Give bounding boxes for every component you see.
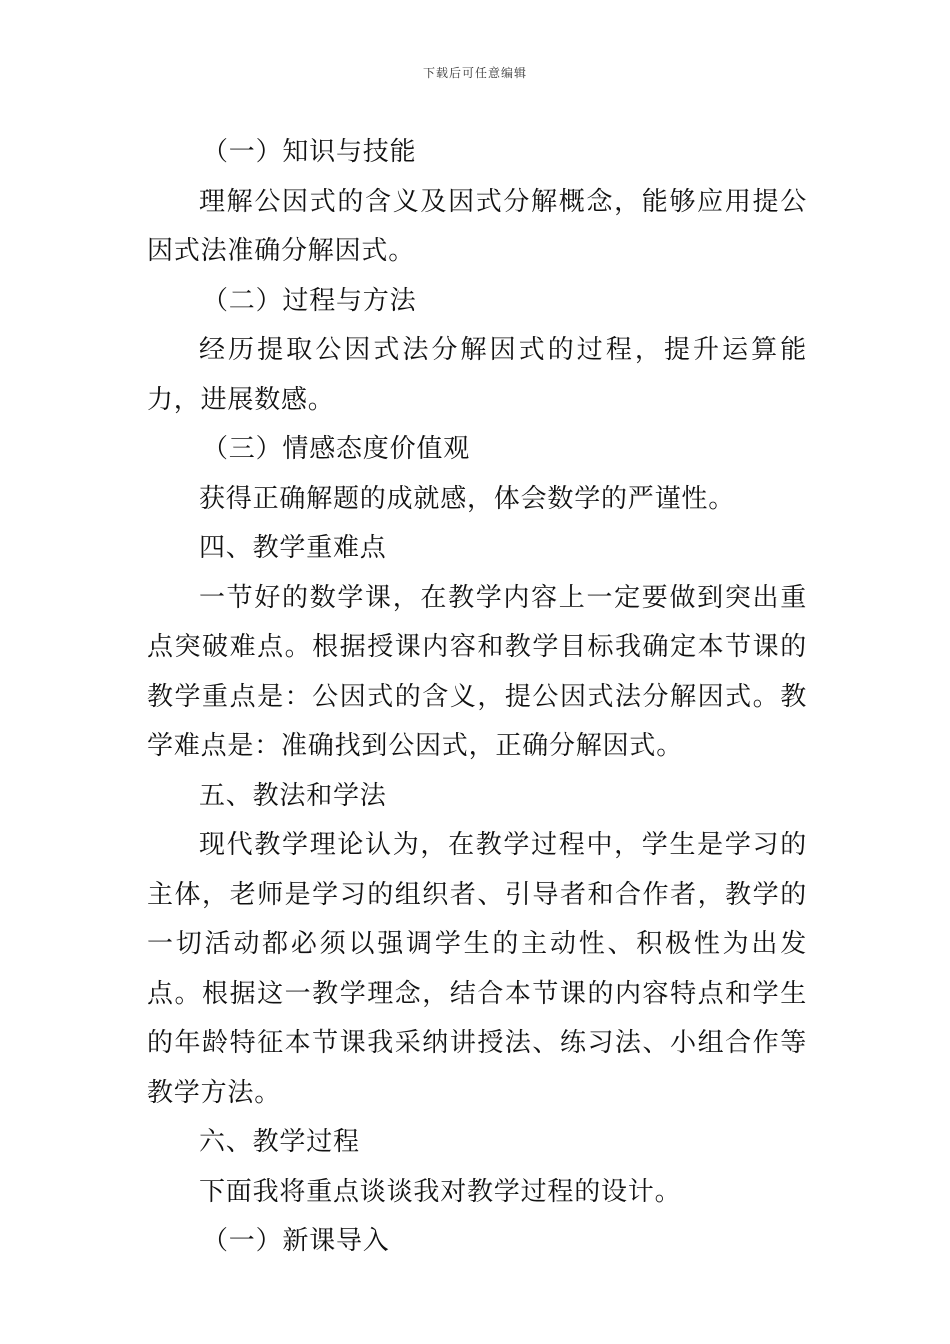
paragraph-key-difficult-points: 一节好的数学课，在教学内容上一定要做到突出重点突破难点。根据授课内容和教学目标我确定本节课的教学重点是：公因式的含义，提公因式法分解因式。教学难点是：准确找到公因式，正确分解因式。 <box>147 582 807 761</box>
page-header-note: 下载后可任意编辑 <box>422 66 527 80</box>
paragraph-emotion-values: 获得正确解题的成就感，体会数学的严谨性。 <box>199 483 736 514</box>
subheading-emotion-values: （三）情感态度价值观 <box>202 434 471 464</box>
paragraph-teaching-learning-methods: 现代教学理论认为，在教学过程中，学生是学习的主体，老师是学习的组织者、引导者和合作者，教学的一切活动都必须以强调学生的主动性、积极性为出发点。根据这一教学理念，结合本节课的内容特点和学生的年龄特征本节课我采纳讲授法、练习法、小组合作等教学方法。 <box>147 830 807 1108</box>
heading-key-difficult-points: 四、教学重难点 <box>199 533 387 563</box>
paragraph-process-methods: 经历提取公因式法分解因式的过程，提升运算能力，进展数感。 <box>147 335 807 415</box>
document-body <box>147 128 807 1267</box>
subheading-process-methods: （二）过程与方法 <box>202 285 417 316</box>
heading-teaching-process: 六、教学过程 <box>199 1127 360 1157</box>
paragraph-knowledge-skills: 理解公因式的含义及因式分解概念，能够应用提公因式法准确分解因式。 <box>147 186 807 266</box>
heading-teaching-learning-methods: 五、教法和学法 <box>199 780 387 811</box>
subheading-knowledge-skills: （一）知识与技能 <box>202 137 417 167</box>
subheading-new-lesson-intro: （一）新课导入 <box>202 1226 390 1256</box>
paragraph-teaching-process: 下面我将重点谈谈我对教学过程的设计。 <box>199 1176 682 1207</box>
